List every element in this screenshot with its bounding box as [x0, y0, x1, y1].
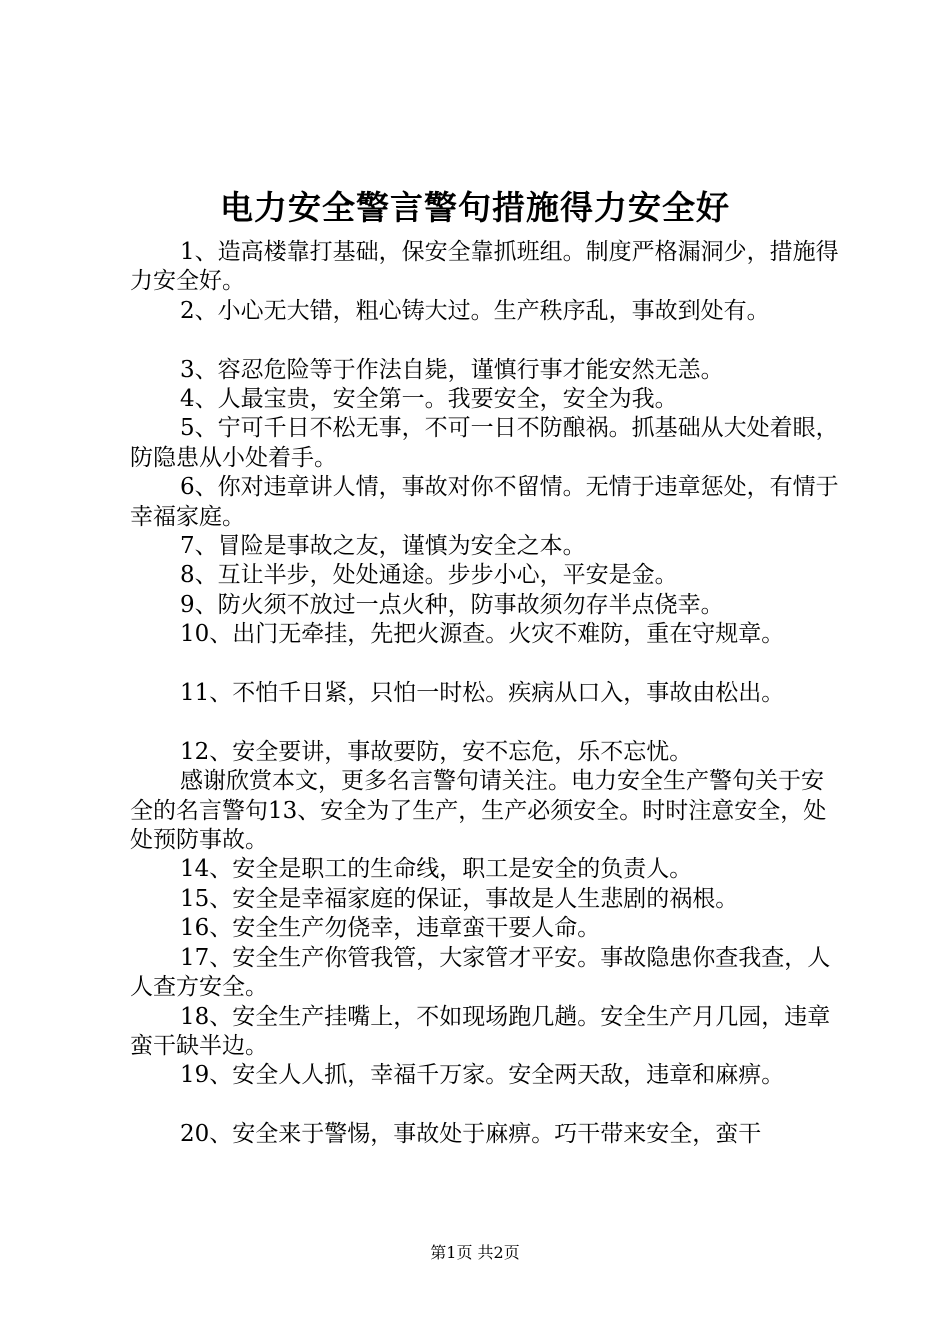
paragraph-5: 5、宁可千日不松无事，不可一日不防酿祸。抓基础从大处着眼，防隐患从小处着手。: [130, 415, 839, 471]
paragraph-9: 9、防火须不放过一点火种，防事故须勿存半点侥幸。: [180, 591, 724, 618]
paragraph-19: 19、安全人人抓，幸福千万家。安全两天敌，违章和麻痹。: [180, 1062, 785, 1089]
paragraph-7: 7、冒险是事故之友，谨慎为安全之本。: [180, 533, 586, 560]
paragraph-20: 20、安全来于警惕，事故处于麻痹。巧干带来安全，蛮干: [180, 1121, 762, 1148]
paragraph-15: 15、安全是幸福家庭的保证，事故是人生悲剧的祸根。: [180, 885, 739, 912]
paragraph-14: 14、安全是职工的生命线，职工是安全的负责人。: [180, 856, 693, 883]
paragraph-1: 1、造高楼靠打基础，保安全靠抓班组。制度严格漏洞少，措施得力安全好。: [130, 239, 839, 295]
paragraph-10: 10、出门无牵挂，先把火源查。火灾不难防，重在守规章。: [180, 621, 785, 648]
paragraph-2: 2、小心无大错，粗心铸大过。生产秩序乱，事故到处有。: [180, 297, 770, 324]
paragraph-3: 3、容忍危险等于作法自毙，谨慎行事才能安然无恙。: [180, 356, 724, 383]
paragraph-12: 12、安全要讲，事故要防，安不忘危，乐不忘忧。: [180, 738, 693, 765]
paragraph-13: 感谢欣赏本文，更多名言警句请关注。电力安全生产警句关于安全的名言警句13、安全为了生产，生产必须安全。时时注意安全，处处预防事故。: [130, 768, 827, 854]
paragraph-16: 16、安全生产勿侥幸，违章蛮干要人命。: [180, 915, 601, 942]
document-body: [130, 238, 840, 1150]
paragraph-6: 6、你对违章讲人情，事故对你不留情。无情于违章惩处，有情于幸福家庭。: [130, 474, 839, 530]
paragraph-17: 17、安全生产你管我管，大家管才平安。事故隐患你查我查，人人查方安全。: [130, 944, 831, 1001]
paragraph-18: 18、安全生产挂嘴上，不如现场跑几趟。安全生产月几园，违章蛮干缺半边。: [130, 1003, 831, 1059]
page-number-footer: 第1页 共2页: [430, 1243, 520, 1262]
paragraph-11: 11、不怕千日紧，只怕一时松。疾病从口入，事故由松出。: [180, 680, 785, 707]
paragraph-4: 4、人最宝贵，安全第一。我要安全，安全为我。: [180, 386, 678, 413]
document-title: 电力安全警言警句措施得力安全好: [220, 188, 730, 227]
paragraph-8: 8、互让半步，处处通途。步步小心，平安是金。: [180, 562, 678, 589]
